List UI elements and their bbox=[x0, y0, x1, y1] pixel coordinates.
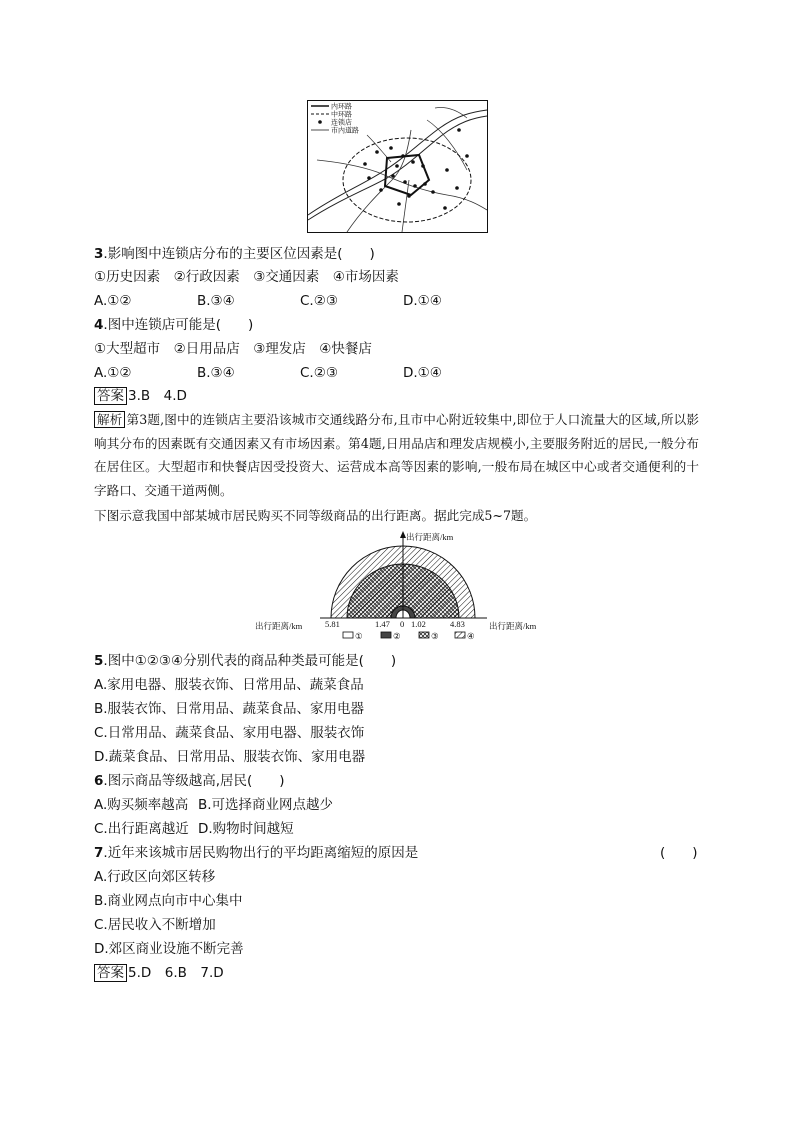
answer-tag-2: 答案 bbox=[94, 964, 127, 982]
answer-3-4-text: 3.B 4.D bbox=[128, 388, 187, 404]
legend-swatch-2 bbox=[381, 632, 391, 638]
q5-stem-text: .图中①②③④分别代表的商品种类最可能是( ) bbox=[103, 653, 397, 669]
tick-left-5-81: 5.81 bbox=[325, 619, 340, 629]
left-axis-label: 出行距离/km bbox=[255, 621, 303, 631]
q6-stem-text: .图示商品等级越高,居民( ) bbox=[103, 773, 285, 789]
q4-option-a[interactable]: A.①② bbox=[94, 365, 132, 381]
legend-swatch-4 bbox=[455, 632, 465, 638]
q3-options bbox=[94, 292, 506, 310]
right-axis-label: 出行距离/km bbox=[489, 621, 537, 631]
q5-number: 5 bbox=[94, 653, 104, 669]
analysis-paragraph bbox=[94, 408, 699, 502]
q3-stem-text: .影响图中连锁店分布的主要区位因素是( ) bbox=[103, 246, 375, 262]
q6-number: 6 bbox=[94, 773, 104, 789]
legend-city-road: 市内道路 bbox=[331, 126, 359, 135]
legend-swatch-1 bbox=[343, 632, 353, 638]
q5-option-b[interactable]: B.服装衣饰、日常用品、蔬菜食品、家用电器 bbox=[94, 701, 365, 717]
legend-inner-ring: 内环路 bbox=[331, 102, 352, 111]
analysis-tag: 解析 bbox=[94, 411, 125, 428]
q3-number: 3 bbox=[94, 246, 104, 262]
city-map bbox=[307, 100, 488, 233]
answer-5-7-text: 5.D 6.B 7.D bbox=[128, 965, 224, 981]
analysis-text: 第3题,图中的连锁店主要沿该城市交通线路分布,且市中心附近较集中,即位于人口流量大的区域,所以影响其分布的因素既有交通因素又有市场因素。第4题,日用品店和理发店规模小,主要服务附近的居民,一般分布在居住区。大型超市和快餐店因受投资大、运营成本高等因素的影响,一般布局在城区中心或者交通便利的十字路口、交通干道两侧。 bbox=[94, 412, 699, 498]
legend-swatch-3 bbox=[419, 632, 429, 638]
q7-option-a[interactable]: A.行政区向郊区转移 bbox=[94, 869, 216, 885]
answer-5-7 bbox=[94, 964, 224, 982]
q4-options bbox=[94, 364, 506, 382]
q3-stem bbox=[94, 245, 375, 263]
tick-left-1-47: 1.47 bbox=[375, 619, 390, 629]
answer-3-4 bbox=[94, 387, 187, 405]
q6-option-a[interactable]: A.购买频率越高 bbox=[94, 797, 189, 813]
q6-stem bbox=[94, 772, 285, 790]
legend-middle-ring: 中环路 bbox=[331, 110, 352, 119]
q5-option-c[interactable]: C.日常用品、蔬菜食品、家用电器、服装衣饰 bbox=[94, 725, 365, 741]
q7-option-d[interactable]: D.郊区商业设施不断完善 bbox=[94, 941, 244, 957]
q6-options-row2 bbox=[94, 820, 294, 838]
q3-option-d[interactable]: D.①④ bbox=[403, 293, 442, 309]
q4-number: 4 bbox=[94, 317, 104, 333]
intro-5-7: 下图示意我国中部某城市居民购买不同等级商品的出行距离。据此完成5~7题。 bbox=[94, 508, 537, 523]
q4-items: ①大型超市 ②日用品店 ③理发店 ④快餐店 bbox=[94, 341, 372, 357]
q6-option-d[interactable]: D.购物时间越短 bbox=[198, 821, 294, 837]
q3-option-c[interactable]: C.②③ bbox=[300, 293, 338, 309]
q6-options-row1 bbox=[94, 796, 333, 814]
tick-right-4-83: 4.83 bbox=[450, 619, 465, 629]
q5-option-a[interactable]: A.家用电器、服装衣饰、日常用品、蔬菜食品 bbox=[94, 677, 364, 693]
q4-stem bbox=[94, 316, 253, 334]
q6-option-b[interactable]: B.可选择商业网点越少 bbox=[198, 797, 334, 813]
q4-option-c[interactable]: C.②③ bbox=[300, 365, 338, 381]
legend-label-1: ① bbox=[355, 631, 363, 641]
distance-chart-svg bbox=[255, 528, 540, 644]
q7-stem-text: .近年来该城市居民购物出行的平均距离缩短的原因是 bbox=[103, 845, 419, 861]
legend-chain-store: 连锁店 bbox=[331, 118, 352, 127]
answer-tag: 答案 bbox=[94, 387, 127, 405]
q5-stem bbox=[94, 652, 396, 670]
q3-option-b[interactable]: B.③④ bbox=[197, 293, 235, 309]
q4-option-d[interactable]: D.①④ bbox=[403, 365, 442, 381]
tick-right-1-02: 1.02 bbox=[411, 619, 426, 629]
distance-chart bbox=[255, 528, 540, 644]
q7-paren: ( ) bbox=[660, 845, 698, 861]
legend-label-4: ④ bbox=[467, 631, 475, 641]
q7-number: 7 bbox=[94, 845, 104, 861]
q5-option-d[interactable]: D.蔬菜食品、日常用品、服装衣饰、家用电器 bbox=[94, 749, 366, 765]
legend-label-3: ③ bbox=[431, 631, 439, 641]
q3-option-a[interactable]: A.①② bbox=[94, 293, 132, 309]
city-map-figure bbox=[307, 100, 488, 233]
tick-zero: 0 bbox=[400, 619, 405, 629]
q7-option-c[interactable]: C.居民收入不断增加 bbox=[94, 917, 216, 933]
q6-option-c[interactable]: C.出行距离越近 bbox=[94, 821, 189, 837]
q7-option-b[interactable]: B.商业网点向市中心集中 bbox=[94, 893, 243, 909]
q3-factors: ①历史因素 ②行政因素 ③交通因素 ④市场因素 bbox=[94, 269, 399, 285]
q7-stem bbox=[94, 844, 700, 862]
legend-label-2: ② bbox=[393, 631, 401, 641]
y-axis-label: 出行距离/km bbox=[406, 532, 454, 542]
q4-stem-text: .图中连锁店可能是( ) bbox=[103, 317, 254, 333]
q4-option-b[interactable]: B.③④ bbox=[197, 365, 235, 381]
